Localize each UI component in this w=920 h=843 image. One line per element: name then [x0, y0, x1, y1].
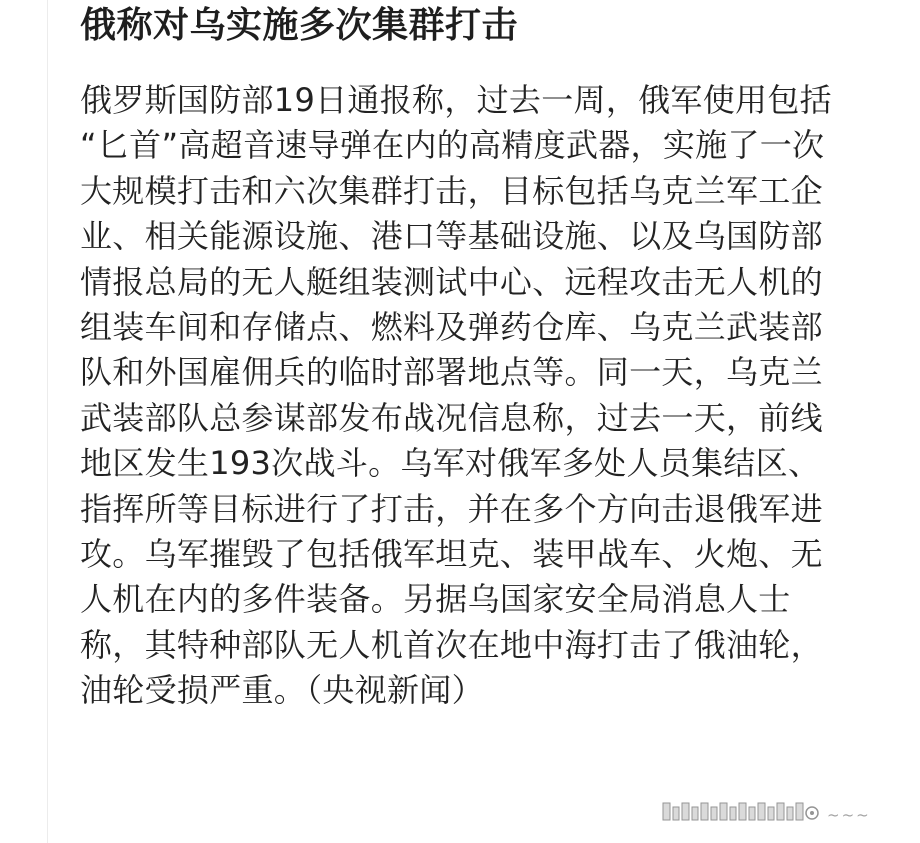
article-body-line: 俄罗斯国防部19日通报称，过去一周，俄军使用包括: [80, 81, 832, 119]
article-body-line: 业、相关能源设施、港口等基础设施、以及乌国防部: [80, 217, 823, 256]
left-divider: [47, 0, 48, 843]
article-body-line: 组装车间和存储点、燃料及弹药仓库、乌克兰武装部: [80, 308, 823, 347]
article-body-line: 攻。乌军摧毁了包括俄军坦克、装甲战车、火炮、无: [80, 535, 823, 574]
article: [80, 0, 880, 714]
article-body-line: 人机在内的多件装备。另据乌国家安全局消息人士: [80, 580, 791, 619]
article-body-line: 武装部队总参谋部发布战况信息称，过去一天，前线: [80, 398, 823, 437]
article-body-line: “匕首”高超音速导弹在内的高精度武器，实施了一次: [80, 126, 825, 165]
watermark-logo-icon: [661, 801, 821, 823]
watermark: [661, 801, 871, 823]
article-body: [80, 78, 880, 714]
article-body-line: 情报总局的无人艇组装测试中心、远程攻击无人机的: [80, 262, 823, 301]
watermark-name: ~~~: [827, 806, 871, 824]
article-body-line: 大规模打击和六次集群打击，目标包括乌克兰军工企: [80, 171, 823, 210]
article-body-line: 油轮受损严重。（央视新闻）: [80, 671, 484, 710]
article-body-line: 指挥所等目标进行了打击，并在多个方向击退俄军进: [80, 489, 823, 528]
article-body-line: 地区发生193次战斗。乌军对俄军多处人员集结区、: [80, 444, 821, 483]
article-body-line: 称，其特种部队无人机首次在地中海打击了俄油轮，: [80, 625, 823, 664]
article-body-line: 队和外国雇佣兵的临时部署地点等。同一天，乌克兰: [80, 353, 823, 392]
article-title: 俄称对乌实施多次集群打击: [80, 5, 519, 46]
